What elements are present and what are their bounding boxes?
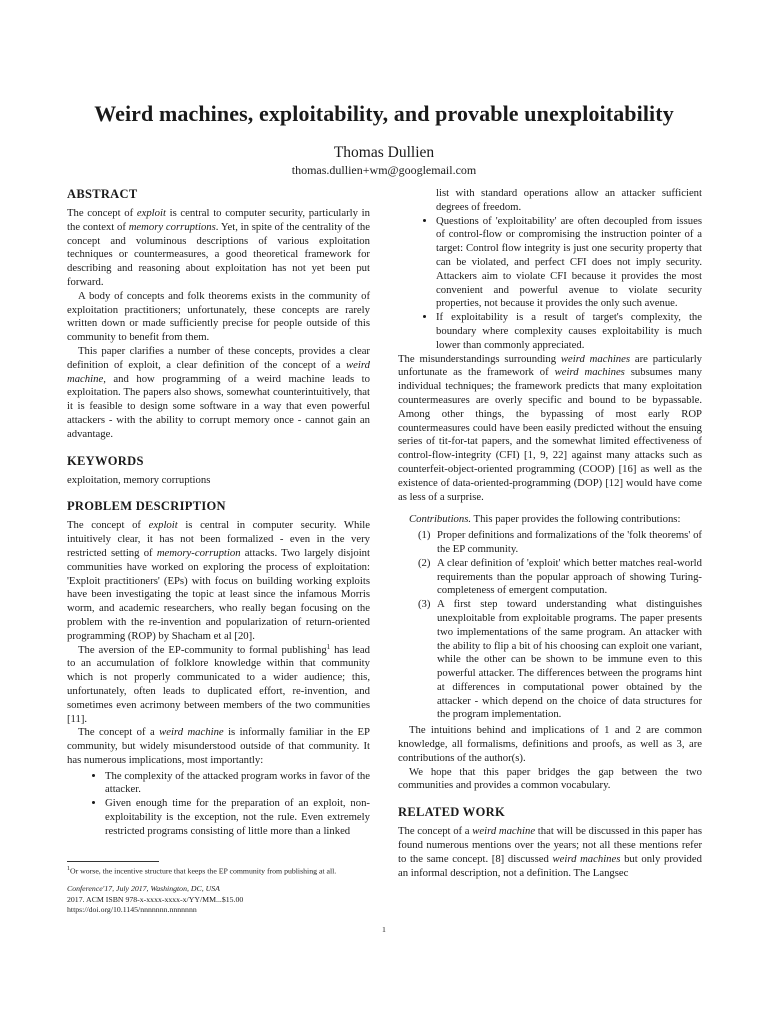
implications-list-continued (398, 187, 702, 353)
abstract-paragraph: This paper clarifies a number of these concepts, provides a clear definition of exploit, a clear definition of the concept of a weird machine, and how programming of a weird machine leads to exploitation. The papers also shows, somewhat counterintuitively, that it is feasible to design some software in a way that even powerful attackers - with the ability to corrupt memory once - cannot gain an advantage. (67, 344, 370, 440)
right-column (398, 187, 702, 880)
abstract-paragraph: The concept of exploit is central to computer security, particularly in the context of memory corruptions. Yet, in spite of the centrality of the concept and voluminous descriptions of various exploitation techniques or countermeasures, a good theoretical framework for describing and reasoning about exploitation has not yet been put forward. (67, 207, 370, 288)
problem-heading: PROBLEM DESCRIPTION (67, 499, 226, 514)
problem-paragraph: The intuitions behind and implications of 1 and 2 are common knowledge, all formalisms, definitions and proofs, as well as 3, are contributions of the author(s). (398, 724, 702, 764)
publication-meta (67, 884, 370, 916)
isbn-info: 2017. ACM ISBN 978-x-xxxx-xxxx-x/YY/MM...$15.00 (67, 894, 244, 904)
problem-paragraph: The misunderstandings surrounding weird machines are particularly unfortunate as the framework of weird machines subsumes many individual techniques; the framework predicts that many exploitation countermeasures are overly specific and bound to be bypassable. Among other things, the bypassing of most early ROP countermeasures could have been easily predicted without the ensuing series of tit-for-tat papers, and the somewhat limited effectiveness of control-flow-integrity (CFI) [1, 9, 22] against many attacks such as counterfeit-object-oriented programming (COOP) [16] as well as the existence of data-oriented-programming (DOP) [12] would have come as less of a surprise. (398, 352, 703, 503)
author-name: Thomas Dullien (333, 144, 435, 161)
problem-paragraph: The aversion of the EP-community to formal publishing$^1$ has lead to an accumulation of folklore knowledge within that community which is not properly communicated to a wider audience; this, unfortunately, often leads to duplicated effort, re-invention, and sometimes even acrimony between members of the two communities [11]. (67, 642, 370, 725)
footnote: $^1$Or worse, the incentive structure that keeps the EP community from publishing at all. (67, 866, 337, 876)
footnote-marker[interactable]: 1 (326, 642, 331, 651)
contribution-item: (2) A clear definition of 'exploit' which better matches real-world requirements than the popular approach of showing Turing-completeness of emergent computation. (418, 556, 702, 597)
abstract-heading: ABSTRACT (67, 187, 138, 201)
keywords-heading: KEYWORDS (67, 453, 144, 468)
related-work-heading: RELATED WORK (398, 805, 505, 820)
contributions-intro: Contributions. This paper provides the following contributions: (409, 513, 681, 526)
list-item: • If exploitability is a result of target's complexity, the boundary where complexity causes exploitability is much lower than commonly appreciated. (436, 311, 702, 352)
doi-link[interactable]: https://doi.org/10.1145/nnnnnnn.nnnnnnn (67, 905, 197, 914)
footnote-divider (67, 861, 159, 862)
contributions-list (398, 529, 702, 722)
list-item: • Questions of 'exploitability' are often decoupled from issues of control-flow or compromising the instruction pointer of a target: Control flow integrity is just one security property that can be violated, and perfect CFI does not imply security. Attackers aim to violate CFI because it provides the most convenient and powerful avenue to violate security properties, not because it provides the only such avenue. (436, 215, 702, 312)
list-item: • The complexity of the attacked program works in favor of the attacker. (105, 770, 370, 798)
related-work-paragraph: The concept of a weird machine that will be discussed in this paper has found numerous mentions over the years; not all these mentions refer to the same concept. [8] discussed weird machines but only provided an informal description, not a definition. The Langsec (398, 825, 702, 879)
contribution-item: (1) Proper definitions and formalizations of the 'folk theorems' of the EP community. (418, 529, 702, 555)
list-item-continuation: list with standard operations allow an attacker sufficient degrees of freedom. (436, 187, 702, 213)
list-item: • Given enough time for the preparation of an exploit, non-exploitability is the exception, not the rule. Even extremely restricted programs consisting of little more than a linked (105, 797, 370, 838)
contribution-item: (3) A first step toward understanding what distinguishes unexploitable from exploitable programs. The paper presents two implementations of the same program. An attacker with the ability to flip a bit of his choosing can exploit one variant, while the other can be shown to be immune even to this powerful attacker. The differences between the programs hint at differences in computational power obtained by the attacker - which depend on the choice of data structures for the program implementation. (418, 598, 702, 721)
keywords-text: exploitation, memory corruptions (67, 473, 211, 486)
page-number: 1 (382, 925, 386, 934)
left-column (67, 186, 370, 839)
abstract-paragraph: A body of concepts and folk theorems exists in the community of exploitation practitioners; unfortunately, these concepts are rarely written down or made sufficiently precise for people outside of this community to benefit from them. (67, 289, 370, 344)
implications-list (67, 770, 370, 839)
problem-paragraph: The concept of a weird machine is informally familiar in the EP community, but widely misunderstood outside of that community. It has numerous implications, most importantly: (67, 726, 370, 766)
problem-paragraph: The concept of exploit is central in computer security. While intuitively clear, it has not been formalized - even in the very restricted setting of memory-corruption attacks. Two largely disjoint communities have worked on exploring the process of exploitation: 'Exploit practitioners' (EPs) with focus on building working exploits have been investigating the topic at least since the infamous Morris worm, and academic researchers, who really began focusing on the problem with the re-invention and popularization of return-oriented programming (ROP) by Shacham et al [20]. (67, 519, 371, 642)
author-email: thomas.dullien+wm@googlemail.com (291, 163, 477, 177)
conference-info: Conference'17, July 2017, Washington, DC, USA (67, 884, 220, 893)
problem-paragraph: We hope that this paper bridges the gap between the two communities and provides a common vocabulary. (398, 765, 702, 792)
paper-title: Weird machines, exploitability, and provable unexploitability (94, 101, 674, 126)
